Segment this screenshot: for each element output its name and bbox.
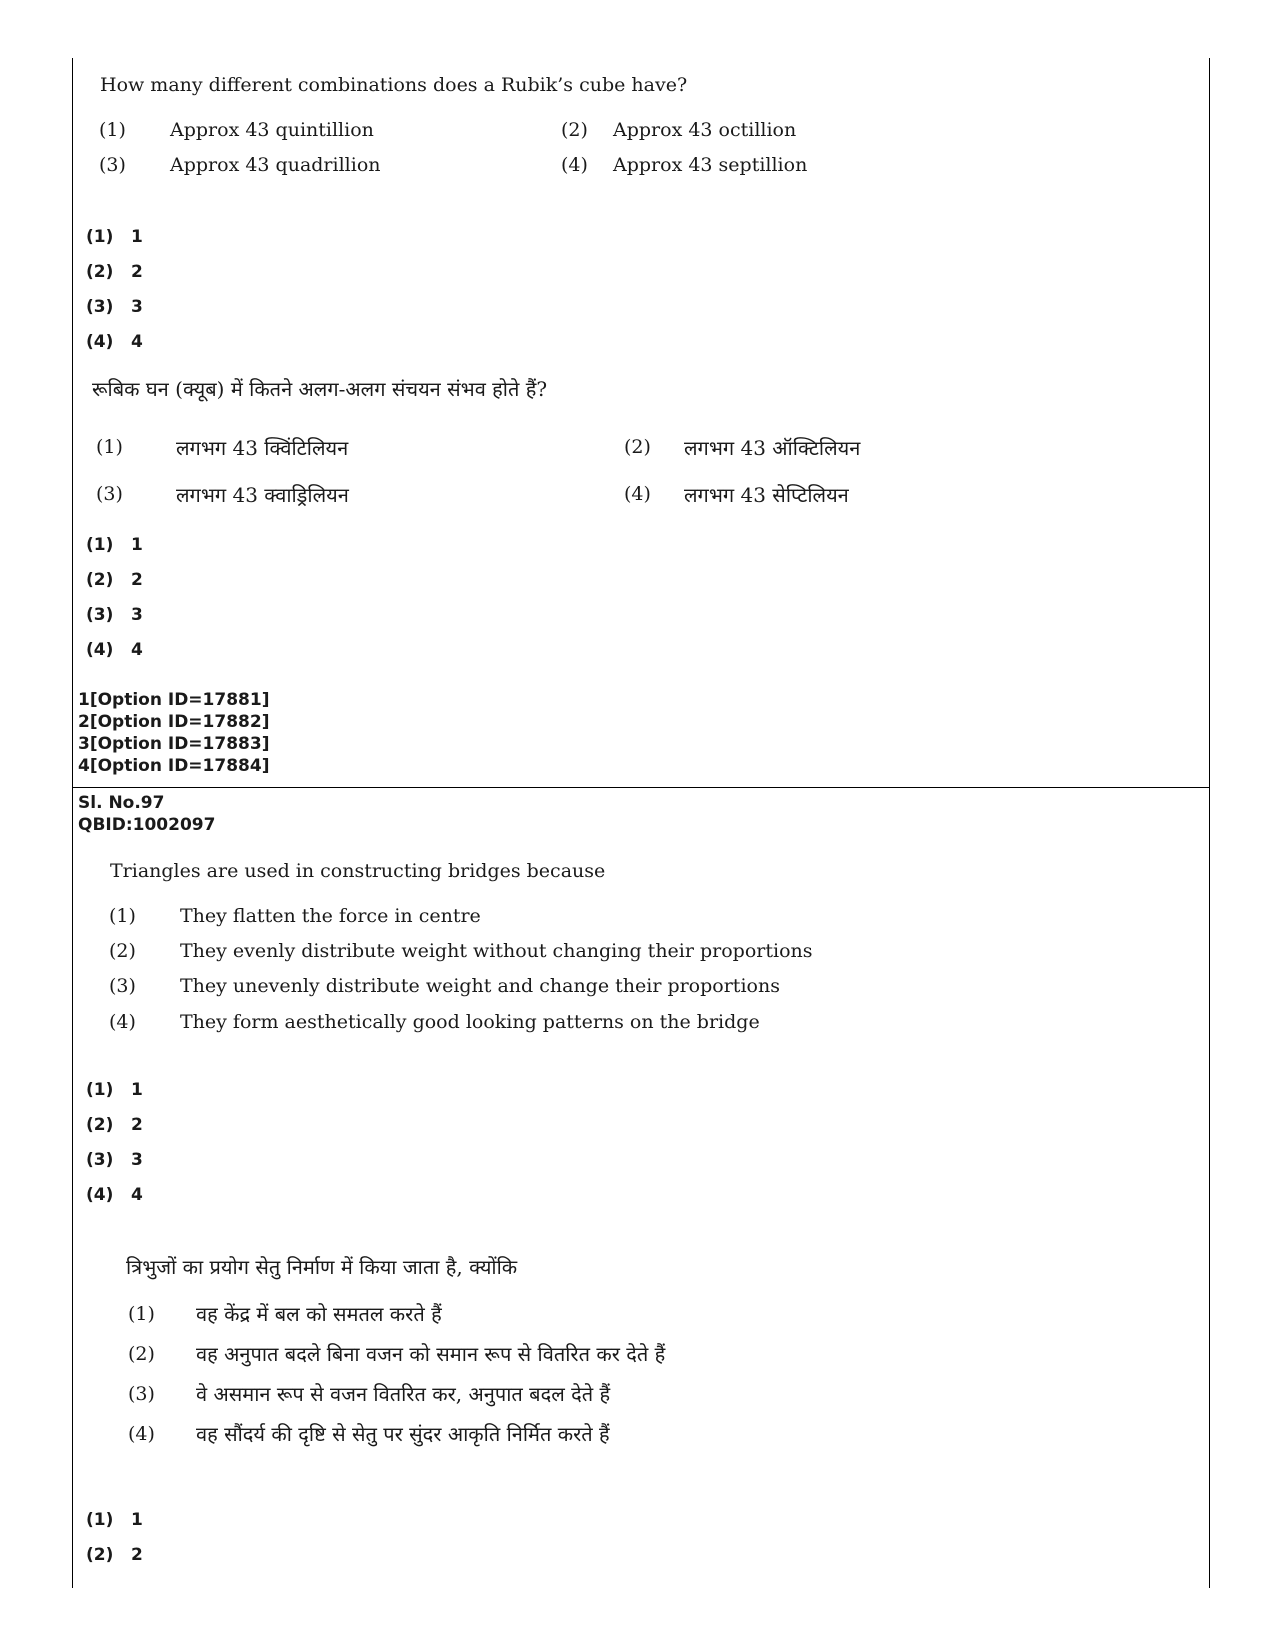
option-text: They unevenly distribute weight and change their proportions — [180, 975, 780, 997]
option-number: (1) — [109, 905, 136, 927]
option-text: लगभग 43 क्वाड्रिलियन — [176, 483, 349, 507]
answer-option[interactable]: (1) 1 — [86, 1080, 143, 1100]
question-divider — [72, 787, 1210, 788]
answer-option[interactable]: (2) 2 — [86, 1115, 143, 1135]
option-number: (2) — [128, 1343, 155, 1365]
answer-option[interactable]: (1) 1 — [86, 1510, 143, 1530]
option-text: लगभग 43 क्विंटिलियन — [176, 436, 349, 460]
option-text: लगभग 43 ऑक्टिलियन — [684, 436, 861, 460]
option-text: वे असमान रूप से वजन वितरित कर, अनुपात बदल देते हैं — [196, 1382, 611, 1406]
question-text-hi: रूबिक घन (क्यूब) में कितने अलग-अलग संचयन संभव होते हैं? — [92, 377, 548, 401]
qbid: QBID:1002097 — [78, 815, 216, 835]
option-id: 1[Option ID=17881] — [78, 690, 270, 710]
option-text: Approx 43 septillion — [613, 154, 808, 176]
answer-option[interactable]: (3) 3 — [86, 605, 143, 625]
option-text: Approx 43 octillion — [613, 119, 797, 141]
option-number: (2) — [561, 119, 588, 141]
option-number: (3) — [128, 1383, 155, 1405]
option-number: (1) — [99, 119, 126, 141]
option-text: वह अनुपात बदले बिना वजन को समान रूप से वितरित कर देते हैं — [196, 1342, 666, 1366]
option-number: (4) — [624, 483, 651, 505]
option-number: (3) — [109, 975, 136, 997]
answer-option[interactable]: (2) 2 — [86, 262, 143, 282]
option-text: वह सौंदर्य की दृष्टि से सेतु पर सुंदर आकृति निर्मित करते हैं — [196, 1422, 610, 1446]
answer-option[interactable]: (4) 4 — [86, 332, 143, 352]
serial-number: Sl. No.97 — [78, 793, 165, 813]
option-text: They evenly distribute weight without changing their proportions — [180, 940, 813, 962]
option-text: लगभग 43 सेप्टिलियन — [684, 483, 849, 507]
answer-option[interactable]: (1) 1 — [86, 227, 143, 247]
question-text-en: Triangles are used in constructing bridges because — [110, 860, 606, 882]
option-number: (4) — [128, 1423, 155, 1445]
answer-option[interactable]: (1) 1 — [86, 535, 143, 555]
option-number: (2) — [624, 436, 651, 458]
option-number: (1) — [96, 436, 123, 458]
option-text: वह केंद्र में बल को समतल करते हैं — [196, 1302, 442, 1326]
answer-option[interactable]: (4) 4 — [86, 640, 143, 660]
answer-option[interactable]: (2) 2 — [86, 570, 143, 590]
option-id: 2[Option ID=17882] — [78, 712, 270, 732]
option-id: 3[Option ID=17883] — [78, 734, 270, 754]
option-number: (3) — [99, 154, 126, 176]
option-id-list — [78, 689, 269, 777]
answer-option[interactable]: (3) 3 — [86, 1150, 143, 1170]
answer-option[interactable]: (4) 4 — [86, 1185, 143, 1205]
option-number: (2) — [109, 940, 136, 962]
option-number: (4) — [561, 154, 588, 176]
answer-option[interactable]: (2) 2 — [86, 1545, 143, 1565]
option-number: (3) — [96, 483, 123, 505]
question-meta — [78, 792, 215, 836]
question-text-en: How many different combinations does a Rubik’s cube have? — [100, 74, 688, 96]
option-text: They form aesthetically good looking patterns on the bridge — [180, 1011, 760, 1033]
option-number: (4) — [109, 1011, 136, 1033]
option-text: Approx 43 quintillion — [170, 119, 374, 141]
option-number: (1) — [128, 1303, 155, 1325]
answer-option[interactable]: (3) 3 — [86, 297, 143, 317]
option-id: 4[Option ID=17884] — [78, 756, 270, 776]
option-text: They flatten the force in centre — [180, 905, 481, 927]
question-text-hi: त्रिभुजों का प्रयोग सेतु निर्माण में किया जाता है, क्योंकि — [126, 1255, 518, 1279]
option-text: Approx 43 quadrillion — [170, 154, 381, 176]
